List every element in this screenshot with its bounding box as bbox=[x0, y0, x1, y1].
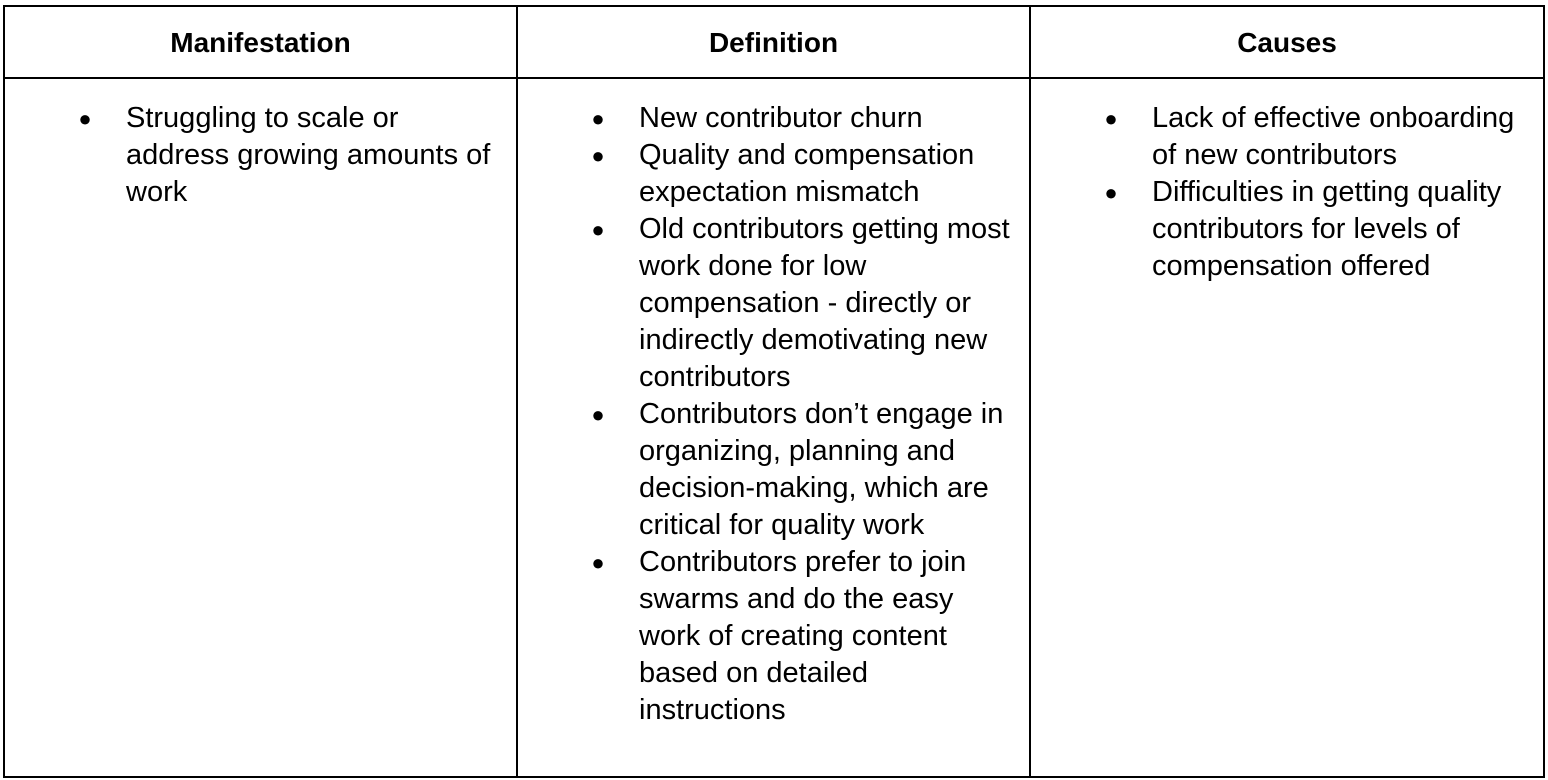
list-item-text: Old contributors getting most work done for low compensation - directly or indirectly demotivating new contributors bbox=[639, 213, 1010, 393]
bullet-icon: ● bbox=[1104, 180, 1118, 205]
list-item bbox=[1031, 174, 1543, 285]
bullet-icon: ● bbox=[591, 402, 605, 427]
definition-list bbox=[518, 100, 1029, 729]
bullet-icon: ● bbox=[591, 106, 605, 131]
manifestation-list bbox=[5, 100, 516, 211]
list-item-text: Quality and compensation expectation mismatch bbox=[639, 139, 975, 208]
bullet-icon: ● bbox=[78, 106, 92, 131]
bullet-icon: ● bbox=[1104, 106, 1118, 131]
header-manifestation: Manifestation bbox=[4, 6, 517, 78]
header-row bbox=[4, 6, 1544, 78]
table-body bbox=[4, 78, 1544, 777]
cell-definition bbox=[517, 78, 1030, 777]
list-item-text: Lack of effective onboarding of new contributors bbox=[1152, 102, 1515, 171]
cell-manifestation bbox=[4, 78, 517, 777]
cell-causes bbox=[1030, 78, 1544, 777]
list-item-text: Struggling to scale or address growing amounts of work bbox=[126, 102, 491, 208]
bullet-icon: ● bbox=[591, 143, 605, 168]
bullet-icon: ● bbox=[591, 550, 605, 575]
list-item bbox=[518, 211, 1029, 396]
list-item-text: Difficulties in getting quality contributors for levels of compensation offered bbox=[1152, 176, 1502, 282]
table-header bbox=[4, 6, 1544, 78]
header-causes: Causes bbox=[1030, 6, 1544, 78]
list-item bbox=[518, 100, 1029, 137]
table-row bbox=[4, 78, 1544, 777]
list-item bbox=[518, 137, 1029, 211]
header-definition: Definition bbox=[517, 6, 1030, 78]
list-item-text: New contributor churn bbox=[639, 102, 923, 134]
list-item-text: Contributors prefer to join swarms and do the easy work of creating content based on detailed instructions bbox=[639, 546, 967, 726]
list-item bbox=[518, 544, 1029, 729]
list-item bbox=[5, 100, 516, 211]
list-item bbox=[518, 396, 1029, 544]
document-table bbox=[3, 5, 1545, 778]
causes-list bbox=[1031, 100, 1543, 285]
list-item-text: Contributors don’t engage in organizing, planning and decision-making, which are critical for quality work bbox=[639, 398, 1004, 541]
bullet-icon: ● bbox=[591, 217, 605, 242]
list-item bbox=[1031, 100, 1543, 174]
